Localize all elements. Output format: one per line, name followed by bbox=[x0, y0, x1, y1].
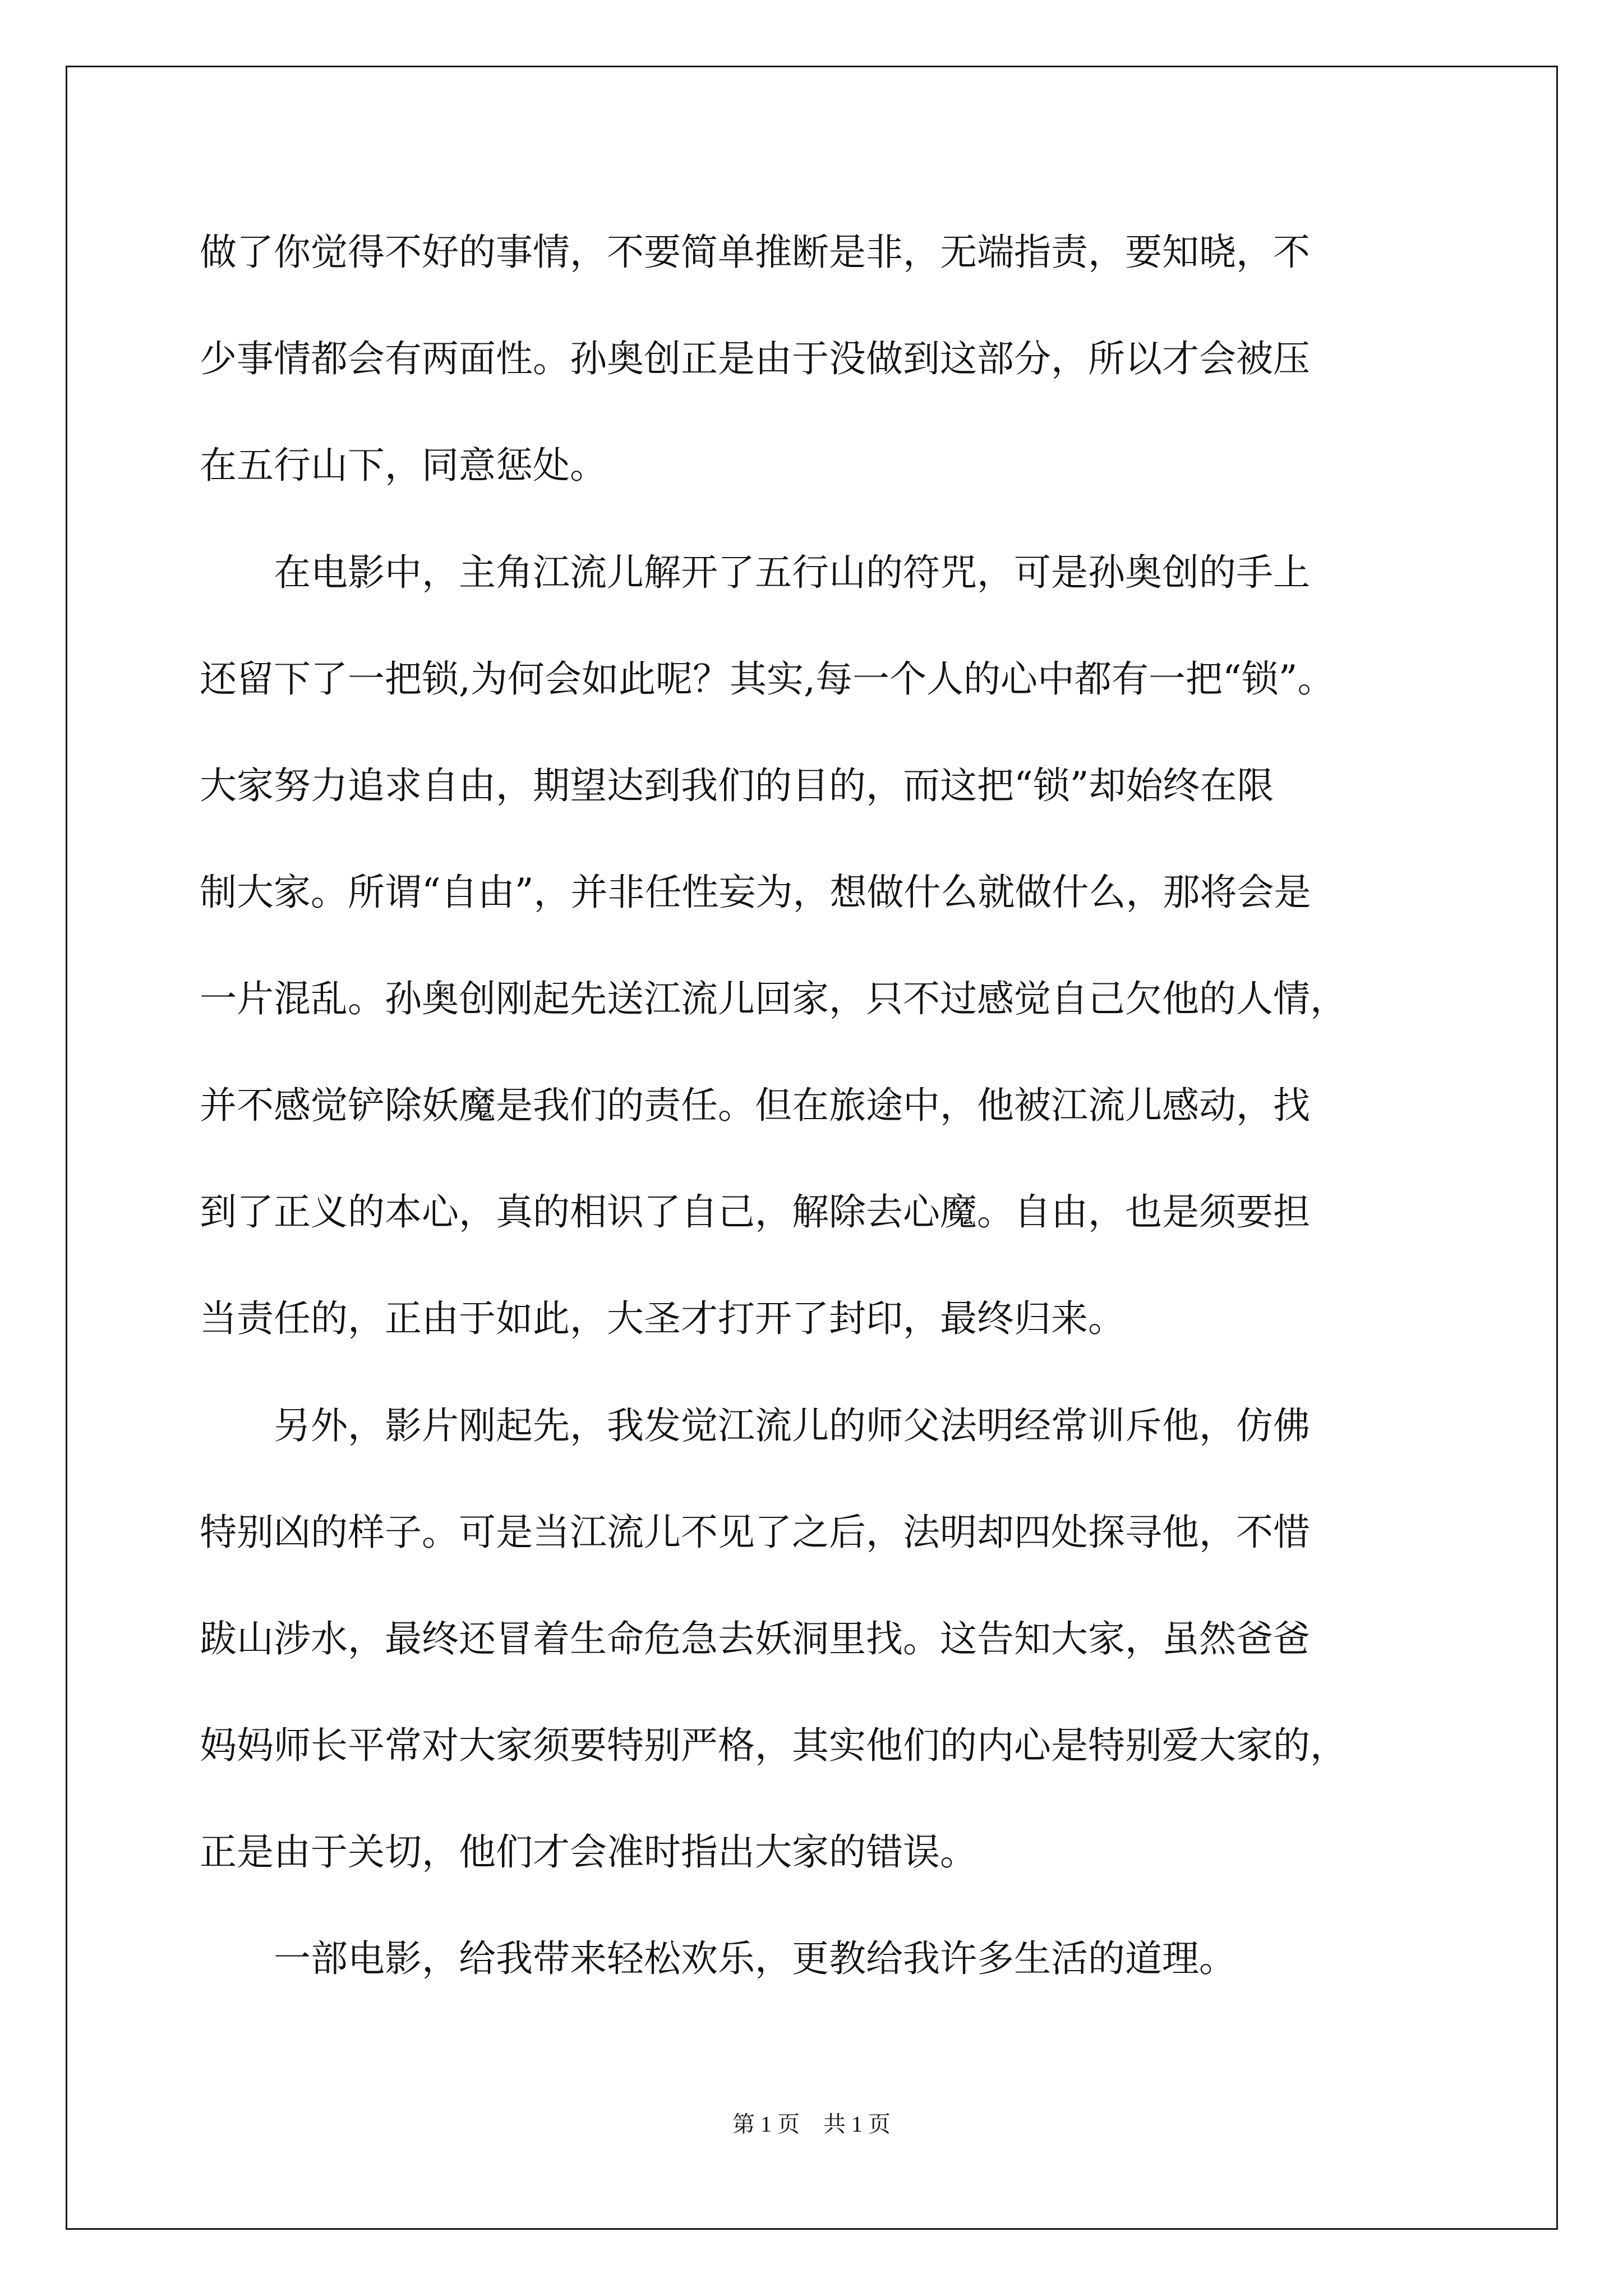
page-border bbox=[66, 66, 1558, 2230]
text-line: 做了你觉得不好的事情，不要简单推断是非，无端指责，要知晓，不 bbox=[200, 231, 1310, 274]
text-line: 到了正义的本心，真的相识了自己，解除去心魔。自由，也是须要担 bbox=[200, 1190, 1310, 1234]
text-line: 正是由于关切，他们才会准时指出大家的错误。 bbox=[200, 1830, 977, 1874]
text-line: 在五行山下，同意惩处。 bbox=[200, 444, 607, 487]
page-total: 共 1 页 bbox=[823, 2111, 891, 2137]
text-line: 跋山涉水，最终还冒着生命危急去妖洞里找。这告知大家，虽然爸爸 bbox=[200, 1617, 1310, 1660]
text-line: 制大家。所谓“自由”，并非任性妄为，想做什么就做什么，那将会是 bbox=[200, 871, 1311, 914]
text-line: 一部电影，给我带来轻松欢乐，更教给我许多生活的道理。 bbox=[200, 1937, 1236, 1980]
page-number: 第 1 页 bbox=[732, 2111, 800, 2137]
text-line: 在电影中，主角江流儿解开了五行山的符咒，可是孙奥创的手上 bbox=[200, 551, 1310, 594]
text-line: 少事情都会有两面性。孙奥创正是由于没做到这部分，所以才会被压 bbox=[200, 337, 1310, 380]
text-line: 并不感觉铲除妖魔是我们的责任。但在旅途中，他被江流儿感动，找 bbox=[200, 1084, 1310, 1127]
text-line: 妈妈师长平常对大家须要特别严格，其实他们的内心是特别爱大家的， bbox=[200, 1724, 1347, 1767]
text-line: 当责任的，正由于如此，大圣才打开了封印，最终归来。 bbox=[200, 1297, 1125, 1340]
text-line: 还留下了一把锁,为何会如此呢？其实,每一个人的心中都有一把“锁”。 bbox=[200, 657, 1335, 701]
page-footer bbox=[0, 2106, 1623, 2138]
text-line: 特别凶的样子。可是当江流儿不见了之后，法明却四处探寻他，不惜 bbox=[200, 1511, 1310, 1554]
text-line: 另外，影片刚起先，我发觉江流儿的师父法明经常训斥他，仿佛 bbox=[200, 1404, 1310, 1447]
text-line: 大家努力追求自由，期望达到我们的目的，而这把“锁”却始终在限 bbox=[200, 764, 1274, 807]
text-line: 一片混乱。孙奥创刚起先送江流儿回家，只不过感觉自己欠他的人情， bbox=[200, 977, 1347, 1020]
